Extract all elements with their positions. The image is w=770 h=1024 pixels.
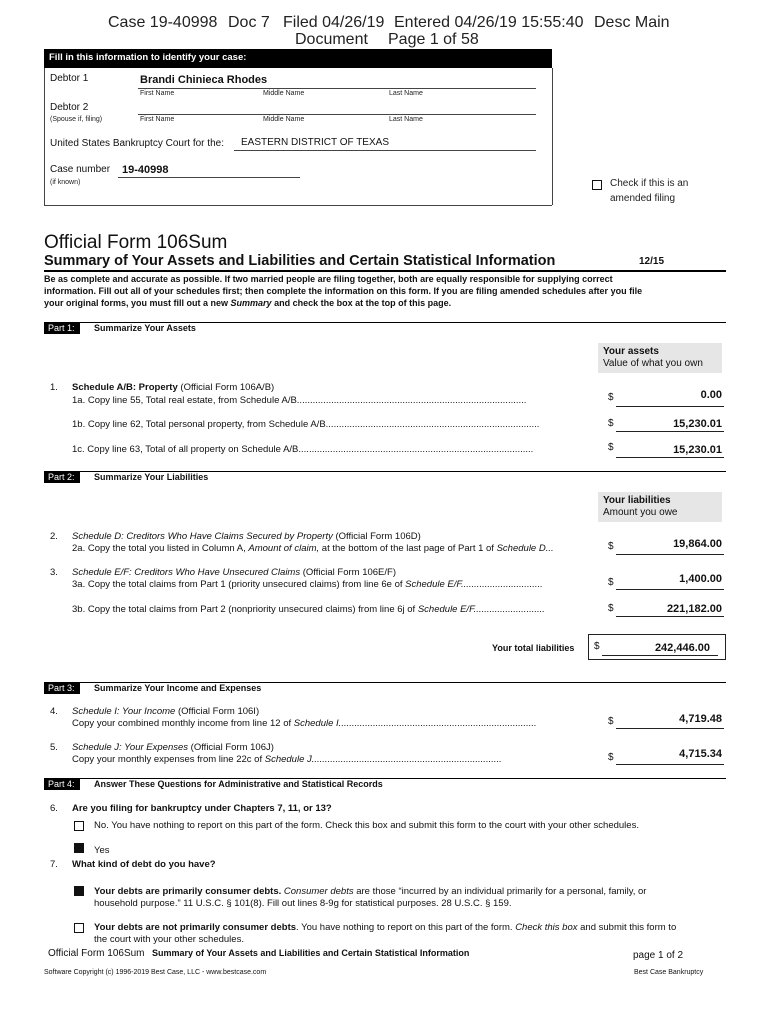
- liabilities-column-subtitle: Amount you owe: [603, 507, 678, 518]
- case-number-if-known: (if known): [50, 179, 81, 186]
- court-underline: [234, 150, 536, 151]
- form-title-rule: [44, 270, 726, 272]
- row-3a-amount-line: [616, 589, 724, 590]
- row-3b-amount[interactable]: 221,182.00: [666, 603, 722, 615]
- row-1b-amount[interactable]: 15,230.01: [673, 418, 722, 430]
- liabilities-column-header: [598, 492, 722, 522]
- consumer-debts-checkbox[interactable]: [74, 886, 84, 896]
- part2-title: Summarize Your Liabilities: [94, 472, 209, 482]
- total-liabilities-dollar: $: [594, 641, 600, 652]
- non-consumer-debts-checkbox[interactable]: [74, 923, 84, 933]
- entered-date-header: Entered 04/26/19 15:55:40: [394, 14, 584, 31]
- row-1b-amount-line: [616, 431, 724, 432]
- debtor2-underline[interactable]: [138, 114, 536, 115]
- row-1c-amount[interactable]: 15,230.01: [673, 444, 722, 456]
- q6-no-checkbox[interactable]: [74, 821, 84, 831]
- case-number-underline: [118, 177, 300, 178]
- form-version-date: 12/15: [639, 256, 665, 267]
- desc-header: Desc Main: [594, 14, 670, 31]
- total-liabilities-line: [602, 655, 718, 656]
- row-1a-dollar: $: [608, 392, 614, 403]
- identify-bottom-border: [44, 205, 552, 206]
- row-1c-text: 1c. Copy line 63, Total of all property on Schedule A/B.........................................................................................: [72, 444, 534, 455]
- filed-date-header: Filed 04/26/19: [283, 14, 385, 31]
- case-number-value[interactable]: 19-40998: [122, 164, 169, 176]
- footer-copyright: Software Copyright (c) 1996-2019 Best Case, LLC - www.bestcase.com: [44, 969, 267, 976]
- identify-bar: [44, 49, 552, 68]
- q6-question: Are you filing for bankruptcy under Chapters 7, 11, or 13?: [72, 803, 332, 814]
- item2-title: Schedule D: Creditors Who Have Claims Secured by Property (Official Form 106D): [72, 531, 421, 542]
- part4-label: Part 4:: [44, 778, 80, 790]
- q7-question: What kind of debt do you have?: [72, 859, 216, 870]
- case-number-label: Case number: [50, 164, 111, 175]
- instructions-line1: Be as complete and accurate as possible. If two married people are filing together, both are equally responsible for supplying correct: [44, 274, 613, 284]
- row-1a-amount[interactable]: 0.00: [700, 389, 722, 401]
- row-2a-dollar: $: [608, 541, 614, 552]
- form-title: Summary of Your Assets and Liabilities and Certain Statistical Information: [44, 253, 556, 269]
- q6-yes-checkbox[interactable]: [74, 843, 84, 853]
- debtor1-name[interactable]: Brandi Chinieca Rhodes: [140, 74, 268, 86]
- item5-number: 5.: [50, 742, 58, 753]
- item1-number: 1.: [50, 382, 58, 393]
- debtor2-last-name-caption: Last Name: [389, 116, 423, 123]
- item5-title: Schedule J: Your Expenses (Official Form 106J): [72, 742, 274, 753]
- case-number-header: Case 19-40998: [108, 14, 218, 31]
- debtor2-first-name-caption: First Name: [140, 116, 175, 123]
- part1-title: Summarize Your Assets: [94, 323, 196, 333]
- row-3b-amount-line: [616, 616, 724, 617]
- part4-title: Answer These Questions for Administrative and Statistical Records: [94, 779, 383, 789]
- consumer-debts-label: Your debts are primarily consumer debts. Consumer debts are those “incurred by an individual primarily for a personal, family, or: [94, 886, 647, 897]
- item4-number: 4.: [50, 706, 58, 717]
- row-3a-text: 3a. Copy the total claims from Part 1 (priority unsecured claims) from line 6e of Schedule E/F...............................: [72, 579, 543, 590]
- row-3a-amount[interactable]: 1,400.00: [679, 573, 722, 585]
- row-4-text: Copy your combined monthly income from line 12 of Schedule I...........................................................................: [72, 718, 537, 729]
- item4-title: Schedule I: Your Income (Official Form 106I): [72, 706, 260, 717]
- debtor2-spouse-caption: (Spouse if, filing): [50, 116, 103, 123]
- row-1c-dollar: $: [608, 442, 614, 453]
- court-value[interactable]: EASTERN DISTRICT OF TEXAS: [241, 137, 389, 148]
- debtor1-last-name-caption: Last Name: [389, 90, 423, 97]
- debtor1-middle-name-caption: Middle Name: [263, 90, 305, 97]
- row-3b-dollar: $: [608, 603, 614, 614]
- amended-filing-label-line2: amended filing: [610, 193, 676, 204]
- total-liabilities-amount[interactable]: 242,446.00: [654, 642, 710, 654]
- q6-yes-label: Yes: [94, 845, 110, 856]
- document-label-header: Document: [295, 31, 368, 48]
- q6-no-label: No. You have nothing to report on this part of the form. Check this box and submit this form to the court with your other schedules.: [94, 820, 639, 831]
- row-4-amount[interactable]: 4,719.48: [679, 713, 722, 725]
- row-5-text: Copy your monthly expenses from line 22c of Schedule J........................................................................: [72, 754, 502, 765]
- assets-column-header: [598, 343, 722, 373]
- row-1b-text: 1b. Copy line 62, Total personal property, from Schedule A/B.................................................................................: [72, 419, 540, 430]
- row-2a-amount-line: [616, 554, 724, 555]
- part3-label: Part 3:: [44, 682, 80, 694]
- item3-title: Schedule E/F: Creditors Who Have Unsecured Claims (Official Form 106E/F): [72, 567, 396, 578]
- doc-number-header: Doc 7: [228, 14, 270, 31]
- row-1a-text: 1a. Copy line 55, Total real estate, from Schedule A/B.......................................................................................: [72, 395, 527, 406]
- row-3b-text: 3b. Copy the total claims from Part 2 (nonpriority unsecured claims) from line 6j of Schedule E/F...........................: [72, 604, 545, 615]
- assets-column-title: Your assets: [603, 346, 659, 357]
- court-label: United States Bankruptcy Court for the:: [50, 138, 224, 149]
- non-consumer-debts-label-line2: the court with your other schedules.: [94, 934, 244, 945]
- consumer-debts-label-line2: household purpose.” 11 U.S.C. § 101(8). Fill out lines 8-9g for statistical purposes. 28 U.S.C. § 159.: [94, 898, 512, 909]
- amended-filing-checkbox[interactable]: [592, 180, 602, 190]
- debtor2-middle-name-caption: Middle Name: [263, 116, 305, 123]
- debtor1-label: Debtor 1: [50, 73, 89, 84]
- item1-title: Schedule A/B: Property (Official Form 106A/B): [72, 382, 275, 393]
- footer-form-title: Summary of Your Assets and Liabilities and Certain Statistical Information: [152, 948, 470, 958]
- identify-bar-title: Fill in this information to identify your case:: [49, 52, 247, 63]
- row-5-amount[interactable]: 4,715.34: [679, 748, 722, 760]
- item3-number: 3.: [50, 567, 58, 578]
- total-liabilities-label: Your total liabilities: [492, 643, 575, 653]
- debtor1-underline: [138, 88, 536, 89]
- footer-brand: Best Case Bankruptcy: [634, 969, 704, 976]
- row-3a-dollar: $: [608, 577, 614, 588]
- row-1b-dollar: $: [608, 418, 614, 429]
- assets-column-subtitle: Value of what you own: [603, 358, 703, 369]
- item2-number: 2.: [50, 531, 58, 542]
- part3-title: Summarize Your Income and Expenses: [94, 683, 262, 693]
- row-5-amount-line: [616, 764, 724, 765]
- row-2a-text: 2a. Copy the total you listed in Column A, Amount of claim, at the bottom of the last page of Part 1 of Schedule D...: [72, 543, 554, 554]
- row-4-dollar: $: [608, 716, 614, 727]
- non-consumer-debts-label: Your debts are not primarily consumer debts. You have nothing to report on this part of the form. Check this box and submit this form to: [94, 922, 677, 933]
- debtor1-first-name-caption: First Name: [140, 90, 175, 97]
- row-1c-amount-line: [616, 457, 724, 458]
- q6-number: 6.: [50, 803, 58, 814]
- footer-form-name: Official Form 106Sum: [48, 948, 145, 959]
- footer-page-number: page 1 of 2: [633, 950, 684, 961]
- row-4-amount-line: [616, 728, 724, 729]
- instructions-line2: information. Fill out all of your schedules first; then complete the information on this form. If you are filing amended schedules after you file: [44, 286, 643, 296]
- page-count-header: Page 1 of 58: [388, 31, 479, 48]
- row-5-dollar: $: [608, 752, 614, 763]
- part1-label: Part 1:: [44, 322, 80, 334]
- liabilities-column-title: Your liabilities: [603, 495, 671, 506]
- identify-left-border: [44, 68, 45, 205]
- part2-label: Part 2:: [44, 471, 80, 483]
- amended-filing-label-line1: Check if this is an: [610, 178, 689, 189]
- q7-number: 7.: [50, 859, 58, 870]
- row-1a-amount-line: [616, 406, 724, 407]
- debtor2-label: Debtor 2: [50, 102, 89, 113]
- form-name: Official Form 106Sum: [44, 232, 228, 253]
- row-2a-amount[interactable]: 19,864.00: [673, 538, 722, 550]
- instructions-line3: your original forms, you must fill out a new Summary and check the box at the top of this page.: [44, 298, 452, 308]
- identify-right-border: [552, 68, 553, 205]
